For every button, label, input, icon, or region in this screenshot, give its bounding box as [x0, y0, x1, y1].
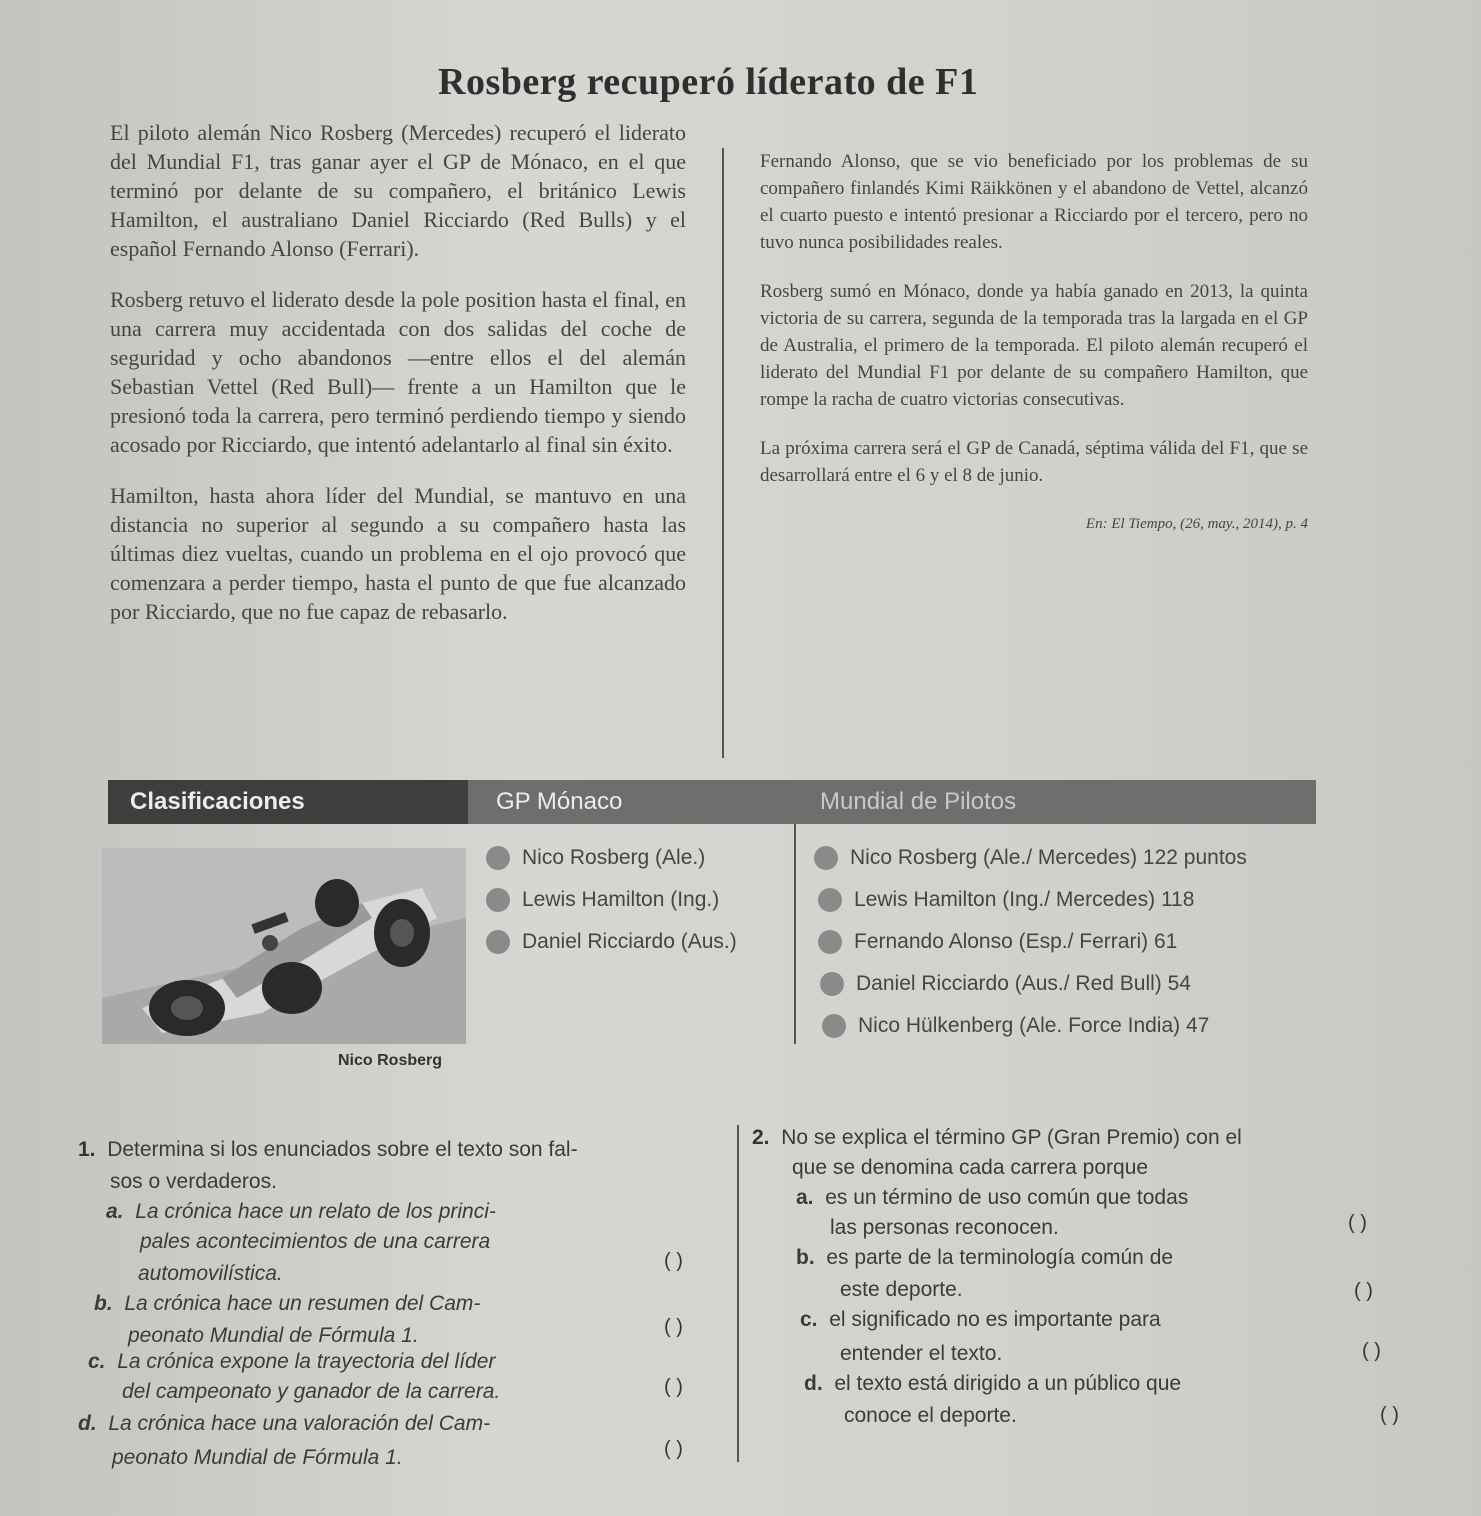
- question-number: 2.: [752, 1126, 770, 1149]
- option-text: es parte de la terminología común de: [826, 1246, 1174, 1269]
- option-2a: [796, 1186, 1188, 1210]
- gp-result-text: Nico Rosberg (Ale.): [522, 846, 706, 869]
- option-text: es un término de uso común que todas: [825, 1186, 1189, 1209]
- header-classifications: Clasificaciones: [130, 788, 305, 815]
- option-text: pales acontecimientos de una carrera: [140, 1230, 491, 1253]
- bullet-icon: [814, 846, 838, 870]
- bullet-icon: [822, 1014, 846, 1038]
- bullet-icon: [486, 930, 510, 954]
- question-1: [78, 1138, 578, 1162]
- option-letter: d.: [804, 1372, 823, 1395]
- question-text: Determina si los enunciados sobre el texto son fal-: [107, 1138, 578, 1161]
- answer-blank-1b[interactable]: ( ): [664, 1316, 683, 1338]
- paragraph: La próxima carrera será el GP de Canadá, séptima válida del F1, que se desarrollará entre el 6 y el 8 de junio.: [760, 438, 1308, 486]
- standings-item: [818, 888, 1194, 912]
- question-2: [752, 1126, 1242, 1150]
- standings-text: Nico Hülkenberg (Ale. Force India) 47: [858, 1014, 1210, 1037]
- option-2b: [796, 1246, 1173, 1270]
- standings-item: [818, 930, 1177, 954]
- answer-blank-1c[interactable]: ( ): [664, 1376, 683, 1398]
- question-text: No se explica el término GP (Gran Premio) con el: [781, 1126, 1242, 1149]
- answer-blank-1a[interactable]: ( ): [664, 1250, 683, 1272]
- option-letter: c.: [800, 1308, 818, 1331]
- option-text: La crónica expone la trayectoria del líder: [117, 1350, 496, 1373]
- gp-result-item: [486, 930, 737, 954]
- option-letter: b.: [94, 1292, 113, 1315]
- article-right-column: [760, 148, 1308, 538]
- answer-blank-1d[interactable]: ( ): [664, 1438, 683, 1460]
- article-left-column: [110, 118, 686, 648]
- bullet-icon: [486, 846, 510, 870]
- option-1a: [106, 1200, 496, 1224]
- question-text: que se denomina cada carrera porque: [792, 1156, 1149, 1179]
- option-letter: a.: [796, 1186, 814, 1209]
- question-text: sos o verdaderos.: [110, 1170, 277, 1193]
- paragraph: Hamilton, hasta ahora líder del Mundial, se mantuvo en una distancia no superior al segundo a su compañero hasta las últimas diez vueltas, cuando un problema en el ojo provocó que comenzara a perder tiempo, hasta el punto de que fue alcanzado por Ricciardo, que no fue capaz de rebasarlo.: [110, 483, 686, 624]
- question-number: 1.: [78, 1138, 96, 1161]
- option-text: La crónica hace un resumen del Cam-: [124, 1292, 481, 1315]
- bullet-icon: [820, 972, 844, 996]
- gp-result-item: [486, 846, 705, 870]
- option-text: peonato Mundial de Fórmula 1.: [112, 1446, 403, 1469]
- option-letter: c.: [88, 1350, 106, 1373]
- paragraph: Rosberg retuvo el liderato desde la pole position hasta el final, en una carrera muy accidentada con dos salidas del coche de seguridad y ocho abandonos —entre ellos el del alemán Sebastian Vettel (Red Bull)— frente a un Hamilton que le presionó toda la carrera, pero terminó perdiendo tiempo y siendo acosado por Ricciardo, que intentó adelantarlo al final sin éxito.: [110, 287, 686, 457]
- standings-item: [822, 1014, 1209, 1038]
- photo-caption: Nico Rosberg: [338, 1052, 443, 1069]
- option-1c: [88, 1350, 495, 1374]
- article-source: En: El Tiempo, (26, may., 2014), p. 4: [1085, 516, 1308, 532]
- standings-item: [820, 972, 1191, 996]
- option-text: La crónica hace una valoración del Cam-: [108, 1412, 491, 1435]
- option-letter: b.: [796, 1246, 815, 1269]
- answer-blank-2c[interactable]: ( ): [1362, 1340, 1381, 1362]
- option-text: La crónica hace un relato de los princi-: [135, 1200, 496, 1223]
- answer-blank-2b[interactable]: ( ): [1354, 1280, 1373, 1302]
- option-text: entender el texto.: [840, 1342, 1003, 1365]
- gp-result-item: [486, 888, 719, 912]
- option-1b: [94, 1292, 480, 1316]
- option-letter: d.: [78, 1412, 97, 1435]
- option-2c: [800, 1308, 1161, 1332]
- option-text: el texto está dirigido a un público que: [834, 1372, 1182, 1395]
- paragraph: Fernando Alonso, que se vio beneficiado por los problemas de su compañero finlandés Kimi Räikkönen y el abandono de Vettel, alcanzó el cuarto puesto e intentó presionar a Ricciardo por el tercero, pero no tuvo nunca posibilidades reales.: [760, 151, 1308, 253]
- option-text: el significado no es importante para: [829, 1308, 1161, 1331]
- table-divider: [794, 824, 796, 1044]
- option-letter: a.: [106, 1200, 124, 1223]
- header-gp-monaco: GP Mónaco: [496, 788, 623, 815]
- standings-item: [814, 846, 1247, 870]
- option-1d: [78, 1412, 490, 1436]
- bullet-icon: [818, 888, 842, 912]
- option-text: automovilística.: [138, 1262, 283, 1285]
- paragraph: Rosberg sumó en Mónaco, donde ya había ganado en 2013, la quinta victoria de su carrera, segunda de la temporada tras la largada en el GP de Australia, el primero de la temporada. El piloto alemán recuperó el liderato del Mundial F1 por delante de su compañero Hamilton, que rompe la racha de cuatro victorias consecutivas.: [760, 281, 1308, 410]
- bullet-icon: [486, 888, 510, 912]
- option-text: este deporte.: [840, 1278, 963, 1301]
- classification-header: [108, 780, 1316, 824]
- header-mundial: Mundial de Pilotos: [820, 788, 1017, 815]
- option-text: del campeonato y ganador de la carrera.: [122, 1380, 501, 1403]
- paragraph: El piloto alemán Nico Rosberg (Mercedes) recuperó el liderato del Mundial F1, tras ganar ayer el GP de Mónaco, en el que terminó por delante de su compañero, el británico Lewis Hamilton, el australiano Daniel Ricciardo (Red Bulls) y el español Fernando Alonso (Ferrari).: [110, 120, 686, 261]
- article-title: Rosberg recuperó líderato de F1: [438, 61, 979, 103]
- option-2d: [804, 1372, 1181, 1396]
- gp-result-text: Daniel Ricciardo (Aus.): [522, 930, 737, 953]
- gp-result-text: Lewis Hamilton (Ing.): [522, 888, 720, 911]
- bullet-icon: [818, 930, 842, 954]
- race-car-photo: [102, 848, 466, 1044]
- option-text: peonato Mundial de Fórmula 1.: [128, 1324, 419, 1347]
- standings-text: Nico Rosberg (Ale./ Mercedes) 122 puntos: [850, 846, 1247, 869]
- answer-blank-2d[interactable]: ( ): [1380, 1404, 1399, 1426]
- column-divider: [722, 148, 724, 758]
- option-text: las personas reconocen.: [830, 1216, 1059, 1239]
- option-text: conoce el deporte.: [844, 1404, 1017, 1427]
- questions-divider: [737, 1125, 739, 1462]
- standings-text: Lewis Hamilton (Ing./ Mercedes) 118: [854, 888, 1195, 911]
- standings-text: Daniel Ricciardo (Aus./ Red Bull) 54: [856, 972, 1191, 995]
- answer-blank-2a[interactable]: ( ): [1348, 1212, 1367, 1234]
- standings-text: Fernando Alonso (Esp./ Ferrari) 61: [854, 930, 1178, 953]
